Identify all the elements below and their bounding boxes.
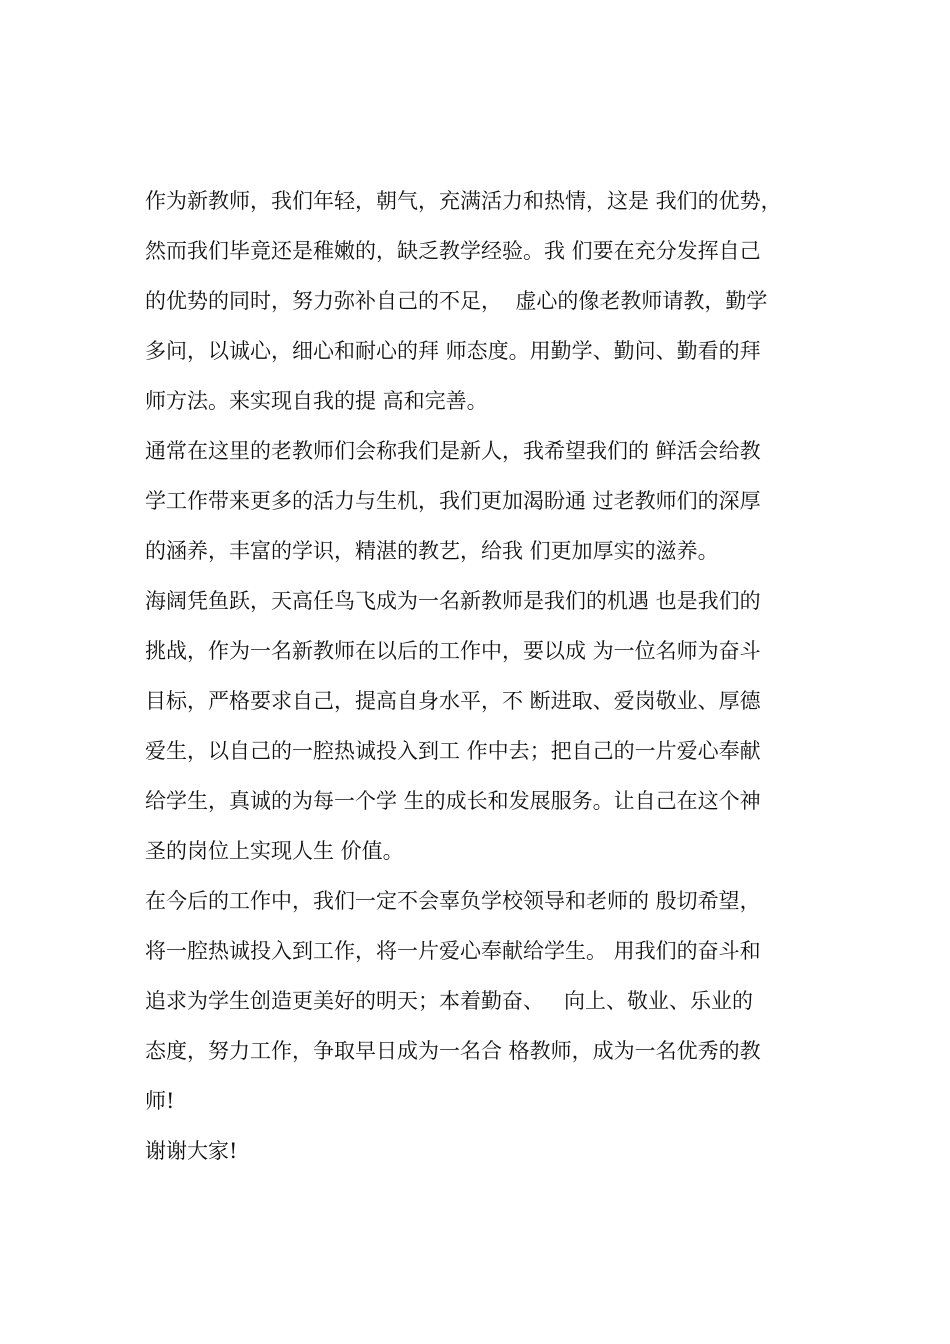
text-line: 给学生，真诚的为每一个学 生的成长和发展服务。让自己在这个神 xyxy=(145,789,761,813)
document-body xyxy=(145,176,825,1176)
text-line: 海阔凭鱼跃，天高任鸟飞成为一名新教师是我们的机遇 也是我们的 xyxy=(145,589,761,613)
text-line: 师! xyxy=(145,1089,175,1113)
text-line: 追求为学生创造更美好的明天；本着勤奋、 向上、敬业、乐业的 xyxy=(145,989,754,1013)
text-line: 作为新教师，我们年轻，朝气，充满活力和热情，这是 我们的优势， xyxy=(145,189,782,213)
text-line: 学工作带来更多的活力与生机，我们更加渴盼通 过老教师们的深厚 xyxy=(145,489,761,513)
text-line: 在今后的工作中，我们一定不会辜负学校领导和老师的 殷切希望， xyxy=(145,889,761,913)
text-line: 圣的岗位上实现人生 价值。 xyxy=(145,839,404,863)
text-line: 态度，努力工作，争取早日成为一名合 格教师，成为一名优秀的教 xyxy=(145,1039,761,1063)
text-line: 多问，以诚心，细心和耐心的拜 师态度。用勤学、勤问、勤看的拜 xyxy=(145,339,761,363)
text-line: 将一腔热诚投入到工作，将一片爱心奉献给学生。 用我们的奋斗和 xyxy=(145,939,761,963)
text-line: 的优势的同时，努力弥补自己的不足， 虚心的像老教师请教，勤学 xyxy=(145,289,768,313)
text-line: 爱生，以自己的一腔热诚投入到工 作中去；把自己的一片爱心奉献 xyxy=(145,739,761,763)
text-line: 的涵养，丰富的学识，精湛的教艺，给我 们更加厚实的滋养。 xyxy=(145,539,719,563)
text-line: 挑战，作为一名新教师在以后的工作中，要以成 为一位名师为奋斗 xyxy=(145,639,761,663)
text-line: 师方法。来实现自我的提 高和完善。 xyxy=(145,389,488,413)
text-line: 通常在这里的老教师们会称我们是新人，我希望我们的 鲜活会给教 xyxy=(145,439,761,463)
text-line: 然而我们毕竟还是稚嫩的，缺乏教学经验。我 们要在充分发挥自己 xyxy=(145,239,761,263)
closing-line: 谢谢大家! xyxy=(145,1139,238,1163)
text-line: 目标，严格要求自己，提高自身水平，不 断进取、爱岗敬业、厚德 xyxy=(145,689,761,713)
